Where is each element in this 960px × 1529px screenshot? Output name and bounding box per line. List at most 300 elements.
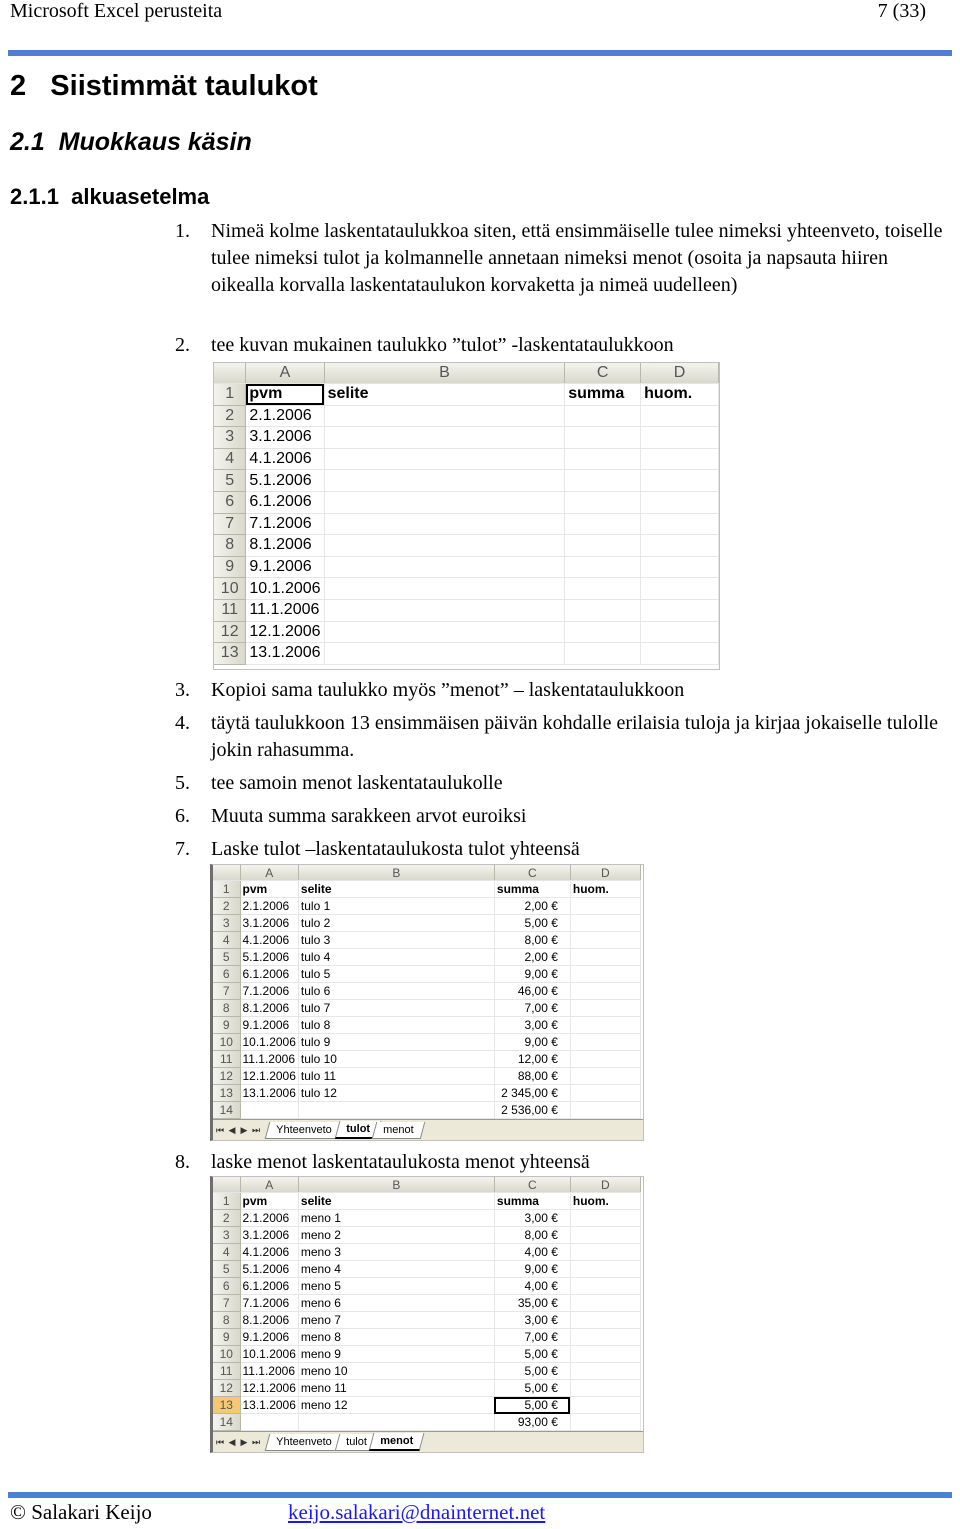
sheet-tab-yhteenveto[interactable]: Yhteenveto (265, 1434, 343, 1451)
sheet-tab-bar (213, 1431, 643, 1452)
step-number: 2. (175, 334, 190, 356)
cell[interactable] (565, 578, 641, 600)
cell[interactable]: meno 8 (298, 1329, 494, 1346)
prev-sheet-icon[interactable]: ◀ (228, 1124, 236, 1135)
cell[interactable]: tulo 7 (298, 1000, 494, 1017)
cell[interactable] (324, 427, 565, 449)
cell[interactable]: tulo 8 (298, 1017, 494, 1034)
cell[interactable] (641, 427, 719, 449)
cell[interactable] (565, 643, 641, 665)
step-text: Muuta summa sarakkeen arvot euroiksi (211, 805, 527, 827)
cell[interactable] (641, 513, 719, 535)
cell[interactable]: 4,00 € (494, 1244, 570, 1261)
cell[interactable]: meno 6 (298, 1295, 494, 1312)
select-all-corner[interactable] (213, 865, 240, 881)
row-header[interactable]: 9 (214, 556, 246, 578)
cell[interactable] (570, 915, 640, 932)
cell[interactable]: 8,00 € (494, 1227, 570, 1244)
cell[interactable] (570, 1261, 640, 1278)
cell[interactable] (570, 1017, 640, 1034)
cell[interactable]: 6.1.2006 (246, 491, 324, 513)
step-text: tee kuvan mukainen taulukko ”tulot” -laskentataulukkoon (211, 334, 674, 356)
row-header[interactable]: 11 (213, 1051, 240, 1068)
cell[interactable]: 11.1.2006 (246, 599, 324, 621)
cell[interactable]: 35,00 € (494, 1295, 570, 1312)
row-header[interactable]: 10 (213, 1034, 240, 1051)
cell[interactable]: 4,00 € (494, 1278, 570, 1295)
row-header[interactable]: 1 (213, 1193, 240, 1210)
row-header[interactable]: 12 (213, 1380, 240, 1397)
cell[interactable]: 3.1.2006 (240, 915, 298, 932)
table-row (213, 1102, 640, 1119)
cell[interactable]: 5,00 € (494, 915, 570, 932)
cell[interactable] (570, 1244, 640, 1261)
table-row (213, 1312, 640, 1329)
cell[interactable] (240, 1102, 298, 1119)
header-cell[interactable]: huom. (570, 1193, 640, 1210)
cell[interactable]: 9,00 € (494, 1261, 570, 1278)
row-header[interactable]: 13 (213, 1085, 240, 1102)
cell[interactable]: 9.1.2006 (246, 556, 324, 578)
step-text: Laske tulot –laskentataulukosta tulot yhteensä (211, 838, 580, 860)
step-number: 1. (175, 220, 190, 242)
row-header[interactable]: 12 (214, 621, 246, 643)
cell[interactable]: meno 10 (298, 1363, 494, 1380)
cell[interactable]: tulo 3 (298, 932, 494, 949)
select-all-corner[interactable] (213, 1177, 240, 1193)
cell[interactable] (324, 643, 565, 665)
table-row (213, 1068, 640, 1085)
cell[interactable]: 9,00 € (494, 1034, 570, 1051)
spreadsheet-tulot-empty (213, 362, 720, 670)
cell[interactable]: 12.1.2006 (240, 1068, 298, 1085)
row-header[interactable]: 7 (214, 513, 246, 535)
header-cell[interactable]: huom. (570, 881, 640, 898)
cell[interactable]: 3,00 € (494, 1210, 570, 1227)
cell[interactable]: tulo 9 (298, 1034, 494, 1051)
cell[interactable] (641, 448, 719, 470)
cell[interactable]: 7.1.2006 (240, 983, 298, 1000)
cell[interactable] (570, 1312, 640, 1329)
table-row (214, 427, 719, 449)
row-header[interactable]: 3 (213, 1227, 240, 1244)
cell[interactable]: 8.1.2006 (240, 1312, 298, 1329)
table-row (214, 513, 719, 535)
spreadsheet-tulot (210, 864, 644, 1141)
cell[interactable]: 3.1.2006 (246, 427, 324, 449)
cell[interactable] (570, 966, 640, 983)
row-header[interactable]: 8 (213, 1000, 240, 1017)
cell[interactable]: tulo 6 (298, 983, 494, 1000)
cell[interactable]: 4.1.2006 (246, 448, 324, 470)
cell[interactable] (324, 470, 565, 492)
column-header-c[interactable]: C (494, 1177, 570, 1193)
table-row (214, 535, 719, 557)
sheet-tab-menot[interactable]: menot (372, 1122, 425, 1139)
cell[interactable]: tulo 10 (298, 1051, 494, 1068)
cell[interactable] (570, 983, 640, 1000)
sheet-tab-tulot[interactable]: tulot (334, 1434, 377, 1451)
table-row (214, 599, 719, 621)
table-row (213, 1085, 640, 1102)
cell[interactable]: 3.1.2006 (240, 1227, 298, 1244)
table-row (214, 470, 719, 492)
step-text: laske menot laskentataulukosta menot yhteensä (211, 1151, 590, 1173)
table-row (213, 983, 640, 1000)
cell[interactable] (641, 405, 719, 427)
table-row (213, 1227, 640, 1244)
cell[interactable] (565, 621, 641, 643)
cell[interactable]: tulo 12 (298, 1085, 494, 1102)
step-number: 7. (175, 838, 190, 860)
table-row (213, 966, 640, 983)
header-cell[interactable]: selite (324, 384, 565, 406)
spreadsheet-menot (210, 1176, 644, 1453)
prev-sheet-icon[interactable]: ◀ (228, 1436, 236, 1447)
cell[interactable]: 6.1.2006 (240, 966, 298, 983)
row-header[interactable]: 12 (213, 1068, 240, 1085)
cell[interactable]: 7.1.2006 (246, 513, 324, 535)
header-rule (8, 50, 952, 56)
row-header[interactable]: 2 (214, 405, 246, 427)
header-cell[interactable]: huom. (641, 384, 719, 406)
step-text: Nimeä kolme laskentataulukkoa siten, että ensimmäiselle tulee nimeksi yhteenveto, toiselle tulee nimeksi tulot ja kolmannelle annetaan nimeksi menot (osoita ja napsauta hiiren oikealla korvalla laskentataulukon korvaketta ja nimeä uudelleen) (211, 220, 943, 296)
cell[interactable]: 88,00 € (494, 1068, 570, 1085)
cell[interactable]: 3,00 € (494, 1017, 570, 1034)
cell[interactable] (324, 621, 565, 643)
cell[interactable] (298, 1414, 494, 1431)
header-cell[interactable]: pvm (240, 881, 298, 898)
table-row (213, 898, 640, 915)
cell[interactable] (570, 1295, 640, 1312)
header-cell[interactable]: summa (565, 384, 641, 406)
cell[interactable] (570, 1000, 640, 1017)
row-header[interactable]: 4 (213, 932, 240, 949)
cell[interactable]: meno 7 (298, 1312, 494, 1329)
cell[interactable]: 7,00 € (494, 1329, 570, 1346)
row-header[interactable]: 7 (213, 983, 240, 1000)
cell[interactable] (570, 1329, 640, 1346)
column-header-a[interactable]: A (240, 1177, 298, 1193)
cell[interactable]: 2.1.2006 (240, 1210, 298, 1227)
cell[interactable]: 5.1.2006 (246, 470, 324, 492)
cell[interactable]: 8.1.2006 (240, 1000, 298, 1017)
table-row (213, 1329, 640, 1346)
table-row (213, 1017, 640, 1034)
cell[interactable] (570, 1414, 640, 1431)
cell[interactable] (324, 578, 565, 600)
column-header-c[interactable]: C (565, 363, 641, 384)
cell[interactable] (565, 513, 641, 535)
sheet-tab-yhteenveto[interactable]: Yhteenveto (265, 1122, 343, 1139)
cell[interactable]: 7.1.2006 (240, 1295, 298, 1312)
cell[interactable] (641, 470, 719, 492)
cell[interactable]: meno 1 (298, 1210, 494, 1227)
sheet-grid (213, 865, 641, 1119)
cell[interactable] (565, 427, 641, 449)
select-all-corner[interactable] (214, 363, 246, 384)
cell[interactable]: meno 5 (298, 1278, 494, 1295)
row-header[interactable]: 5 (214, 470, 246, 492)
row-header[interactable]: 13 (213, 1397, 240, 1414)
row-header[interactable]: 1 (214, 384, 246, 406)
row-header[interactable]: 3 (214, 427, 246, 449)
cell[interactable] (570, 898, 640, 915)
cell[interactable]: tulo 11 (298, 1068, 494, 1085)
cell[interactable]: 12.1.2006 (240, 1380, 298, 1397)
step-text: tee samoin menot laskentataulukolle (211, 772, 503, 794)
cell[interactable] (641, 556, 719, 578)
sheet-tab-bar (213, 1119, 643, 1140)
cell[interactable] (570, 1034, 640, 1051)
cell[interactable] (570, 1397, 640, 1414)
column-header-d[interactable]: D (570, 1177, 640, 1193)
cell[interactable] (570, 1227, 640, 1244)
cell[interactable]: 11.1.2006 (240, 1363, 298, 1380)
row-header[interactable]: 8 (214, 535, 246, 557)
first-sheet-icon[interactable]: ⏮ (215, 1436, 225, 1447)
cell[interactable]: 13.1.2006 (240, 1397, 298, 1414)
cell[interactable] (324, 535, 565, 557)
column-header-c[interactable]: C (494, 865, 570, 881)
column-header-row (214, 363, 719, 384)
step-number: 4. (175, 712, 190, 734)
cell[interactable]: tulo 5 (298, 966, 494, 983)
cell[interactable]: 2.1.2006 (240, 898, 298, 915)
column-header-row (213, 865, 640, 881)
cell[interactable]: meno 4 (298, 1261, 494, 1278)
next-sheet-icon[interactable]: ▶ (240, 1436, 248, 1447)
cell[interactable] (570, 1346, 640, 1363)
column-header-b[interactable]: B (324, 363, 565, 384)
cell[interactable] (565, 470, 641, 492)
cell[interactable]: 2 345,00 € (494, 1085, 570, 1102)
sheet-tab-menot[interactable]: menot (369, 1433, 425, 1451)
row-header[interactable]: 3 (213, 915, 240, 932)
step-number: 8. (175, 1151, 190, 1173)
step-number: 3. (175, 679, 190, 701)
document-title: Microsoft Excel perusteita (10, 0, 223, 22)
row-header[interactable]: 11 (213, 1363, 240, 1380)
header-cell[interactable]: summa (494, 881, 570, 898)
next-sheet-icon[interactable]: ▶ (240, 1124, 248, 1135)
row-header[interactable]: 5 (213, 949, 240, 966)
cell[interactable] (570, 932, 640, 949)
cell[interactable]: 9.1.2006 (240, 1017, 298, 1034)
cell[interactable] (324, 556, 565, 578)
table-row (213, 915, 640, 932)
header-cell[interactable]: summa (494, 1193, 570, 1210)
table-row (213, 1051, 640, 1068)
step-text: täytä taulukkoon 13 ensimmäisen päivän kohdalle erilaisia tuloja ja kirjaa jokaiselle tulolle jokin rahasumma. (211, 712, 939, 761)
table-row (213, 1034, 640, 1051)
cell[interactable] (240, 1414, 298, 1431)
table-row (213, 1363, 640, 1380)
row-header[interactable]: 11 (214, 599, 246, 621)
sheet-tab-tulot[interactable]: tulot (334, 1121, 381, 1139)
table-row (214, 448, 719, 470)
table-row (214, 405, 719, 427)
cell[interactable] (324, 599, 565, 621)
cell[interactable]: 7,00 € (494, 1000, 570, 1017)
cell[interactable]: 10.1.2006 (246, 578, 324, 600)
row-header[interactable]: 6 (213, 1278, 240, 1295)
cell[interactable] (324, 491, 565, 513)
table-row (214, 621, 719, 643)
table-row (214, 556, 719, 578)
sheet-grid (213, 1177, 641, 1431)
cell[interactable] (641, 578, 719, 600)
cell[interactable] (565, 599, 641, 621)
last-sheet-icon[interactable]: ⏭ (251, 1124, 261, 1135)
cell[interactable]: 12,00 € (494, 1051, 570, 1068)
row-header[interactable]: 2 (213, 1210, 240, 1227)
table-row (213, 1414, 640, 1431)
cell[interactable]: 4.1.2006 (240, 932, 298, 949)
cell[interactable]: 10.1.2006 (240, 1034, 298, 1051)
cell[interactable]: 5,00 € (494, 1346, 570, 1363)
cell[interactable]: 93,00 € (494, 1414, 570, 1431)
cell[interactable] (570, 949, 640, 966)
row-header[interactable]: 14 (213, 1414, 240, 1431)
cell[interactable] (298, 1102, 494, 1119)
cell[interactable]: 46,00 € (494, 983, 570, 1000)
cell[interactable] (641, 535, 719, 557)
cell[interactable] (565, 491, 641, 513)
column-header-d[interactable]: D (641, 363, 719, 384)
cell[interactable] (641, 599, 719, 621)
cell[interactable]: meno 9 (298, 1346, 494, 1363)
footer-rule (8, 1492, 952, 1498)
cell[interactable] (565, 448, 641, 470)
table-row (214, 384, 719, 406)
column-header-d[interactable]: D (570, 865, 640, 881)
row-header[interactable]: 4 (213, 1244, 240, 1261)
cell[interactable]: 9.1.2006 (240, 1329, 298, 1346)
cell[interactable] (570, 1210, 640, 1227)
cell[interactable]: 3,00 € (494, 1312, 570, 1329)
cell[interactable]: 5.1.2006 (240, 1261, 298, 1278)
header-cell[interactable]: pvm (240, 1193, 298, 1210)
cell[interactable]: 4.1.2006 (240, 1244, 298, 1261)
cell[interactable] (641, 621, 719, 643)
table-row (213, 1244, 640, 1261)
cell[interactable]: meno 2 (298, 1227, 494, 1244)
cell[interactable]: 9,00 € (494, 966, 570, 983)
row-header[interactable]: 6 (214, 491, 246, 513)
cell[interactable]: 5,00 € (494, 1397, 570, 1414)
cell[interactable] (641, 491, 719, 513)
row-header[interactable]: 8 (213, 1312, 240, 1329)
row-header[interactable]: 2 (213, 898, 240, 915)
cell[interactable] (570, 1102, 640, 1119)
table-row (213, 881, 640, 898)
row-header[interactable]: 9 (213, 1329, 240, 1346)
cell[interactable]: tulo 2 (298, 915, 494, 932)
table-row (213, 949, 640, 966)
cell[interactable]: 6.1.2006 (240, 1278, 298, 1295)
row-header[interactable]: 13 (214, 643, 246, 665)
cell[interactable]: tulo 4 (298, 949, 494, 966)
cell[interactable]: meno 12 (298, 1397, 494, 1414)
row-header[interactable]: 5 (213, 1261, 240, 1278)
cell[interactable] (565, 405, 641, 427)
heading-1: 2 Siistimmät taulukot (10, 70, 318, 102)
column-header-a[interactable]: A (240, 865, 298, 881)
page-number: 7 (33) (877, 0, 926, 22)
cell[interactable]: 13.1.2006 (240, 1085, 298, 1102)
cell[interactable]: tulo 1 (298, 898, 494, 915)
cell[interactable] (570, 1380, 640, 1397)
table-row (213, 1346, 640, 1363)
cell[interactable] (570, 1068, 640, 1085)
cell[interactable] (324, 448, 565, 470)
row-header[interactable]: 1 (213, 881, 240, 898)
cell[interactable] (570, 1085, 640, 1102)
column-header-b[interactable]: B (298, 865, 494, 881)
cell[interactable]: 2,00 € (494, 898, 570, 915)
cell[interactable]: 8.1.2006 (246, 535, 324, 557)
header-cell[interactable]: selite (298, 1193, 494, 1210)
cell[interactable] (570, 1051, 640, 1068)
first-sheet-icon[interactable]: ⏮ (215, 1124, 225, 1135)
header-cell[interactable]: selite (298, 881, 494, 898)
table-row (213, 1000, 640, 1017)
cell[interactable] (565, 556, 641, 578)
cell[interactable]: 5,00 € (494, 1380, 570, 1397)
column-header-a[interactable]: A (246, 363, 324, 384)
cell[interactable]: 11.1.2006 (240, 1051, 298, 1068)
table-row (213, 1397, 640, 1414)
cell[interactable]: 2 536,00 € (494, 1102, 570, 1119)
cell[interactable]: 13.1.2006 (246, 643, 324, 665)
cell[interactable]: 12.1.2006 (246, 621, 324, 643)
cell[interactable]: 10.1.2006 (240, 1346, 298, 1363)
cell[interactable]: meno 11 (298, 1380, 494, 1397)
cell[interactable]: meno 3 (298, 1244, 494, 1261)
row-header[interactable]: 4 (214, 448, 246, 470)
footer-email-link[interactable]: keijo.salakari@dnainternet.net (288, 1500, 546, 1524)
cell[interactable] (565, 535, 641, 557)
cell[interactable] (324, 405, 565, 427)
header-cell[interactable]: pvm (246, 384, 324, 406)
table-row (213, 1193, 640, 1210)
cell[interactable] (570, 1278, 640, 1295)
column-header-row (213, 1177, 640, 1193)
cell[interactable] (570, 1363, 640, 1380)
row-header[interactable]: 9 (213, 1017, 240, 1034)
cell[interactable]: 5.1.2006 (240, 949, 298, 966)
step-number: 6. (175, 805, 190, 827)
cell[interactable]: 8,00 € (494, 932, 570, 949)
cell[interactable] (641, 643, 719, 665)
cell[interactable]: 2,00 € (494, 949, 570, 966)
column-header-b[interactable]: B (298, 1177, 494, 1193)
cell[interactable]: 5,00 € (494, 1363, 570, 1380)
table-row (213, 1278, 640, 1295)
step-number: 5. (175, 772, 190, 794)
sheet-grid (214, 363, 719, 665)
row-header[interactable]: 10 (214, 578, 246, 600)
table-row (213, 1295, 640, 1312)
row-header[interactable]: 6 (213, 966, 240, 983)
row-header[interactable]: 14 (213, 1102, 240, 1119)
cell[interactable] (324, 513, 565, 535)
row-header[interactable]: 10 (213, 1346, 240, 1363)
row-header[interactable]: 7 (213, 1295, 240, 1312)
last-sheet-icon[interactable]: ⏭ (251, 1436, 261, 1447)
cell[interactable]: 2.1.2006 (246, 405, 324, 427)
